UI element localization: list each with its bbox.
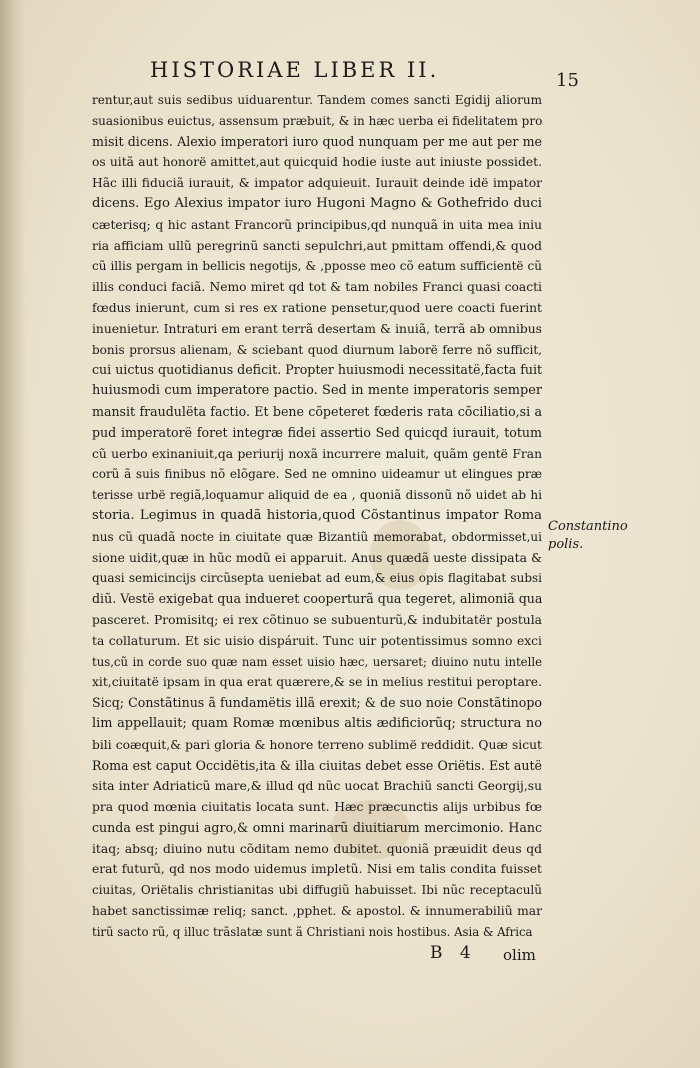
text-line: lim appellauit; quam Romæ mœnibus altis ædificiorũq; structura no: [92, 715, 542, 731]
text-line: diũ. Vestë exigebat qua indueret cooperturã qua tegeret, alimoniã qua: [92, 591, 542, 607]
text-line: Roma est caput Occidëtis,ita & illa ciuitas debet esse Oriëtis. Est autë: [92, 757, 542, 773]
text-line: os uitã aut honorë amittet,aut quicquid hodie iuste aut iniuste possidet.: [92, 155, 542, 170]
text-line: terisse urbë regiã,loquamur aliquid de ea , quoniã dissonũ nõ uidet ab hi: [92, 488, 542, 503]
text-line: habet sanctissimæ reliq; sanct. ,pphet. & apostol. & innumerabiliũ mar: [92, 904, 542, 919]
text-line: ria afficiam ullũ peregrinũ sancti sepulchri,aut pmittam offendi,& quod: [92, 238, 542, 253]
text-line: cæterisq; q hic astant Francorũ principibus,qd nunquã in uita mea iniu: [92, 217, 542, 232]
text-line: cui uictus quotidianus deficit. Propter huiusmodi necessitatë,facta fuit: [92, 362, 542, 378]
text-line: fœdus inierunt, cum si res ex ratione pensetur,quod uere coacti fuerint: [92, 300, 542, 315]
text-line: Hãc illi fiduciã iurauit, & impator adquieuit. Iurauit deinde idë impator: [92, 176, 542, 191]
text-line: rentur,aut suis sedibus uiduarentur. Tandem comes sancti Egidij aliorum: [92, 93, 542, 107]
text-line: tirũ sacto rũ, q illuc trãslatæ sunt ã Christiani nois hostibus. Asia & Africa: [92, 924, 533, 939]
signature-mark: B 4: [430, 943, 477, 963]
marginal-note-line: Constantino: [548, 519, 628, 534]
text-line: quasi semicincijs circũsepta ueniebat ad eum,& eius opis flagitabat subsi: [92, 571, 542, 586]
marginal-note: [548, 518, 628, 554]
running-title: HISTORIAE LIBER II.: [150, 58, 440, 82]
body-text: [92, 90, 542, 943]
marginal-note-line: polis.: [548, 537, 584, 552]
text-line: misit dicens. Alexio imperatori iuro quod nunquam per me aut per me: [92, 133, 542, 149]
text-line: bili coæquit,& pari gloria & honore terreno sublimë reddidit. Quæ sicut: [92, 737, 542, 752]
text-line: nus cũ quadã nocte in ciuitate quæ Bizantiũ memorabat, obdormisset,ui: [92, 529, 542, 544]
text-line: tus,cũ in corde suo quæ nam esset uisio hæc, uersaret; diuino nutu intelle: [92, 654, 542, 669]
text-line: pasceret. Promisitq; ei rex cõtinuo se subuenturũ,& indubitatër postula: [92, 612, 542, 627]
page-gutter-shadow: [0, 0, 26, 1068]
text-line: pra quod mœnia ciuitatis locata sunt. Hæc præcunctis alijs urbibus fœ: [92, 800, 542, 815]
text-line: huiusmodi cum imperatore pactio. Sed in mente imperatoris semper: [92, 383, 542, 399]
catchword: olim: [503, 946, 536, 964]
page-number: 15: [556, 70, 579, 91]
text-line: cunda est pingui agro,& omni marinarũ diuitiarum mercimonio. Hanc: [92, 819, 542, 835]
text-line: suasionibus euictus, assensum præbuit, & in hæc uerba ei fidelitatem pro: [92, 113, 542, 128]
text-line: pud imperatorë foret integræ fidei assertio Sed quicqd iurauit, totum: [92, 424, 542, 440]
text-line: sione uidit,quæ in hũc modũ ei apparuit. Anus quædã ueste dissipata &: [92, 550, 542, 565]
text-line: bonis prorsus alienam, & sciebant quod diurnum laborë ferre nõ sufficit,: [92, 342, 542, 357]
text-line: corũ ã suis finibus nõ elõgare. Sed ne omnino uideamur ut elingues præ: [92, 467, 542, 482]
text-line: mansit fraudulëta factio. Et bene cõpeteret fœderis rata cõciliatio,si a: [92, 403, 542, 419]
text-line: inuenietur. Intraturi em erant terrã desertam & inuiã, terrã ab omnibus: [92, 321, 542, 336]
text-line: cũ uerbo exinaniuit,qa periurij noxã incurrere maluit, quãm gentë Fran: [92, 446, 542, 461]
text-line: sita inter Adriaticũ mare,& illud qd nũc uocat Brachiũ sancti Georgij,su: [92, 779, 542, 794]
text-line: cũ illis pergam in bellicis negotijs, & ,pposse meo cõ eatum sufficientë cũ: [92, 259, 542, 274]
text-line: dicens. Ego Alexius impator iuro Hugoni Magno & Gothefrido duci: [92, 195, 542, 211]
text-line: itaq; absq; diuino nutu cõditam nemo dubitet. quoniã præuidit deus qd: [92, 841, 542, 856]
text-line: ta collaturum. Et sic uisio dispáruit. Tunc uir potentissimus somno exci: [92, 633, 542, 648]
text-line: erat futurũ, qd nos modo uidemus impletũ. Nisi em talis condita fuisset: [92, 862, 542, 877]
text-line: xit,ciuitatë ipsam in qua erat quærere,& se in melius restitui peroptare.: [92, 675, 542, 690]
text-line: illis conduci faciã. Nemo miret qd tot & tam nobiles Franci quasi coacti: [92, 280, 542, 295]
text-line: ciuitas, Oriëtalis christianitas ubi diffugiũ habuisset. Ibi nũc receptaculũ: [92, 883, 542, 898]
text-line: Sicq; Constãtinus ã fundamëtis illã erexit; & de suo noie Constãtinopo: [92, 695, 542, 711]
text-line: storia. Legimus in quadã historia,quod Cõstantinus impator Roma: [92, 507, 542, 523]
